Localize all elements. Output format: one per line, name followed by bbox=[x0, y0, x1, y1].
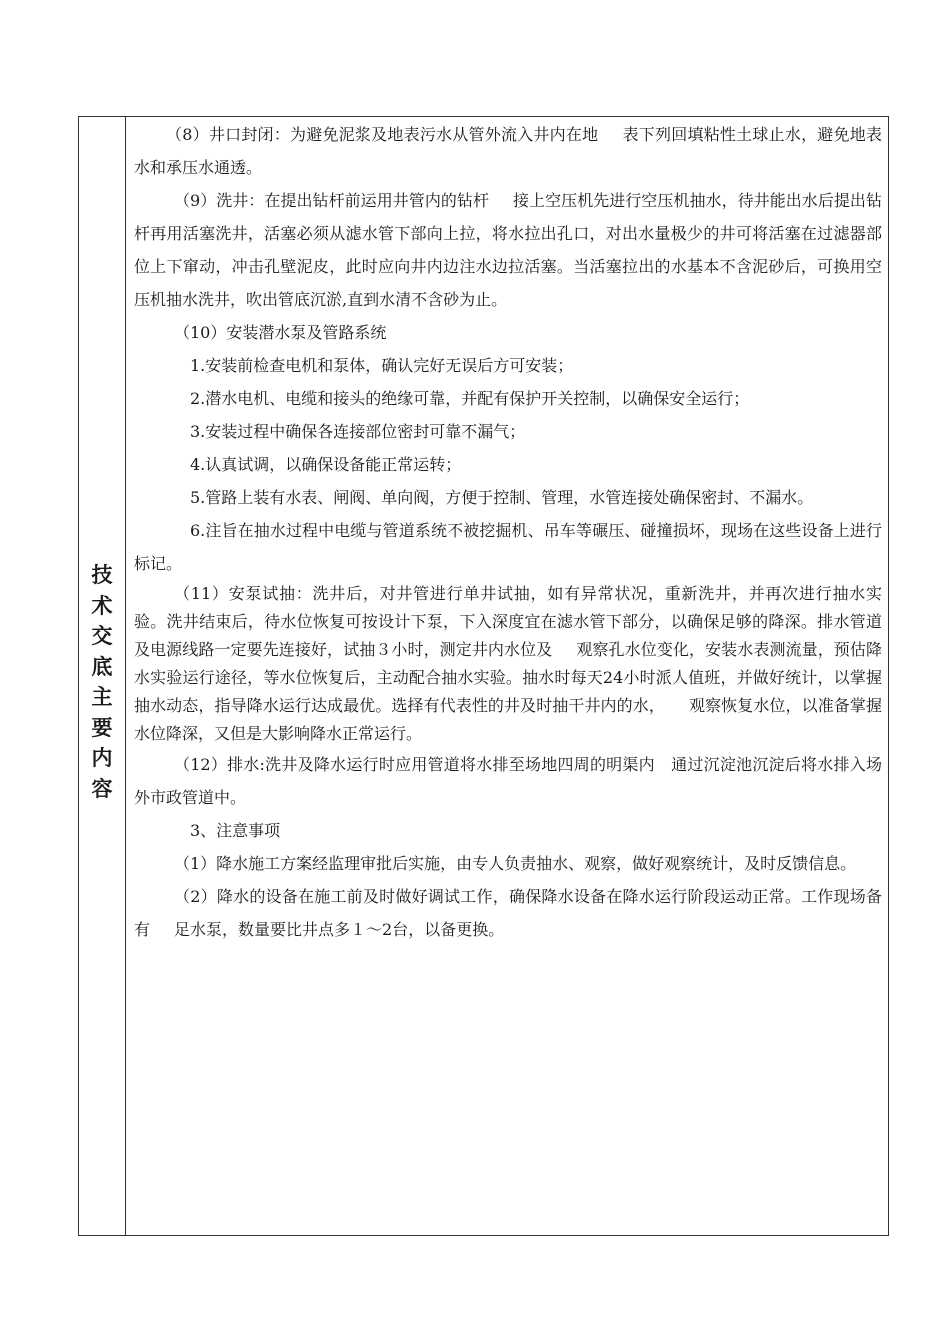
paragraph-pump-install-heading: （10）安装潜水泵及管路系统 bbox=[174, 323, 387, 342]
row-header-char: 内 bbox=[91, 746, 113, 770]
paragraph-trial-pumping: （11）安泵试抽：洗井后，对井管进行单井试抽，如有异常状况，重新洗井，并再次进行抽水实验。洗井结束后，待水位恢复可按设计下泵，下入深度宜在滤水管下部分，以确保足够的降深。排水管道及电源线路一定要先连接好，试抽３小时，测定井内水位及 观察孔水位变化，安装水表测流量，预估降水实验运行途径，等水位恢复后，主动配合抽水实验。抽水时每天24小时派人值班，并做好统计，以掌握抽水动态，指导降水运行达成最优。选择有代表性的井及时抽干井内的水， 观察恢复水位，以准备掌握水位降深，又但是大影响降水正常运行。 bbox=[134, 584, 882, 743]
row-header-technical-briefing bbox=[80, 560, 124, 804]
list-item: 2.潜水电机、电缆和接头的绝缘可靠，并配有保护开关控制，以确保安全运行； bbox=[190, 389, 750, 408]
list-item: 6.注旨在抽水过程中电缆与管道系统不被挖掘机、吊车等碾压、碰撞损坏，现场在这些设备上进行标记。 bbox=[134, 521, 882, 573]
section-heading-precautions: 3、注意事项 bbox=[190, 821, 281, 840]
list-item: 1.安装前检查电机和泵体，确认完好无误后方可安装； bbox=[190, 356, 574, 375]
paragraph-drainage: （12）排水:洗井及降水运行时应用管道将水排至场地四周的明渠内 通过沉淀池沉淀后将水排入场外市政管道中。 bbox=[134, 755, 882, 807]
paragraph-precaution-1: （1）降水施工方案经监理审批后实施，由专人负责抽水、观察，做好观察统计，及时反馈信息。 bbox=[174, 854, 857, 873]
list-item: 5.管路上装有水表、闸阀、单向阀，方便于控制、管理，水管连接处确保密封、不漏水。 bbox=[190, 488, 814, 507]
briefing-content bbox=[134, 118, 882, 946]
row-header-char: 技 bbox=[91, 563, 113, 587]
row-header-char: 主 bbox=[91, 685, 113, 709]
paragraph-well-washing: （9）洗井：在提出钻杆前运用井管内的钻杆 接上空压机先进行空压机抽水，待井能出水后提出钻杆再用活塞洗井，活塞必须从滤水管下部向上拉，将水拉出孔口，对出水量极少的井可将活塞在过滤器部位上下窜动，冲击孔壁泥皮，此时应向井内边注水边拉活塞。当活塞拉出的水基本不含泥砂后，可换用空压机抽水洗井，吹出管底沉淤,直到水清不含砂为止。 bbox=[134, 191, 882, 309]
row-header-char: 要 bbox=[91, 715, 113, 740]
paragraph-well-sealing: （8）井口封闭：为避免泥浆及地表污水从管外流入井内在地 表下列回填粘性土球止水，避免地表水和承压水通透。 bbox=[134, 125, 882, 177]
list-item: 3.安装过程中确保各连接部位密封可靠不漏气； bbox=[190, 422, 526, 441]
paragraph-precaution-2: （2）降水的设备在施工前及时做好调试工作，确保降水设备在降水运行阶段运动正常。工作现场备有 足水泵，数量要比井点多１～2台，以备更换。 bbox=[134, 887, 882, 939]
row-header-char: 底 bbox=[91, 654, 113, 679]
row-header-char: 交 bbox=[91, 624, 113, 648]
column-divider bbox=[125, 116, 126, 1236]
row-header-char: 容 bbox=[91, 776, 113, 801]
row-header-char: 术 bbox=[91, 593, 113, 618]
list-item: 4.认真试调，以确保设备能正常运转； bbox=[190, 455, 462, 474]
